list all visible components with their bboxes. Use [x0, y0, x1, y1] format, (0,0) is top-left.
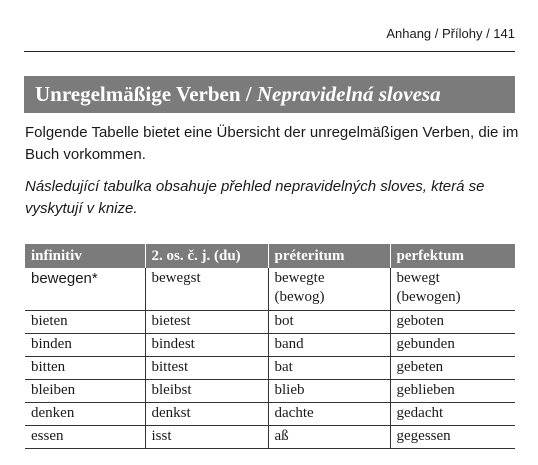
second-person-cell: bittest	[145, 357, 268, 380]
column-header-infinitive: infinitiv	[25, 244, 145, 268]
perfect-cell: gedacht	[390, 403, 515, 426]
column-header-second-person: 2. os. č. j. (du)	[145, 244, 268, 268]
perfect-cell: geblieben	[390, 380, 515, 403]
second-person-cell: denkst	[145, 403, 268, 426]
preterite-cell: aß	[268, 426, 390, 449]
section-title	[24, 76, 515, 113]
preterite-cell: bewegte (bewog)	[268, 268, 390, 311]
table-row	[25, 311, 515, 334]
perfect-cell: bewegt (bewogen)	[390, 268, 515, 311]
second-person-cell: isst	[145, 426, 268, 449]
table-row	[25, 334, 515, 357]
table-header-row	[25, 244, 515, 268]
perfect-cell: geboten	[390, 311, 515, 334]
second-person-cell: bindest	[145, 334, 268, 357]
infinitive-cell: bieten	[25, 311, 145, 334]
table-row	[25, 403, 515, 426]
infinitive-cell: denken	[25, 403, 145, 426]
second-person-cell: bewegst	[145, 268, 268, 311]
infinitive-cell: bitten	[25, 357, 145, 380]
table-row	[25, 268, 515, 311]
preterite-cell: bot	[268, 311, 390, 334]
table-body	[25, 268, 515, 449]
intro-paragraph-czech: Následující tabulka obsahuje přehled nepravidelných sloves, která se vyskytují v knize.	[25, 178, 485, 217]
infinitive-cell: essen	[25, 426, 145, 449]
column-header-perfect: perfektum	[390, 244, 515, 268]
preterite-cell: dachte	[268, 403, 390, 426]
irregular-verbs-table	[25, 244, 515, 449]
header-divider	[24, 51, 515, 52]
intro-paragraph-german: Folgende Tabelle bietet eine Übersicht der unregelmäßigen Verben, die im Buch vorkommen.	[25, 124, 519, 163]
perfect-cell: gebunden	[390, 334, 515, 357]
second-person-cell: bietest	[145, 311, 268, 334]
section-title-german: Unregelmäßige Verben /	[35, 82, 257, 106]
column-header-preterite: préteritum	[268, 244, 390, 268]
table-row	[25, 380, 515, 403]
preterite-cell: bat	[268, 357, 390, 380]
perfect-cell: gegessen	[390, 426, 515, 449]
infinitive-cell: bewegen*	[25, 268, 145, 311]
table-row	[25, 357, 515, 380]
section-title-czech: Nepravidelná slovesa	[256, 82, 441, 106]
table-row	[25, 426, 515, 449]
preterite-cell: band	[268, 334, 390, 357]
second-person-cell: bleibst	[145, 380, 268, 403]
preterite-cell: blieb	[268, 380, 390, 403]
infinitive-cell: bleiben	[25, 380, 145, 403]
perfect-cell: gebeten	[390, 357, 515, 380]
infinitive-cell: binden	[25, 334, 145, 357]
running-header: Anhang / Přílohy / 141	[386, 26, 515, 41]
